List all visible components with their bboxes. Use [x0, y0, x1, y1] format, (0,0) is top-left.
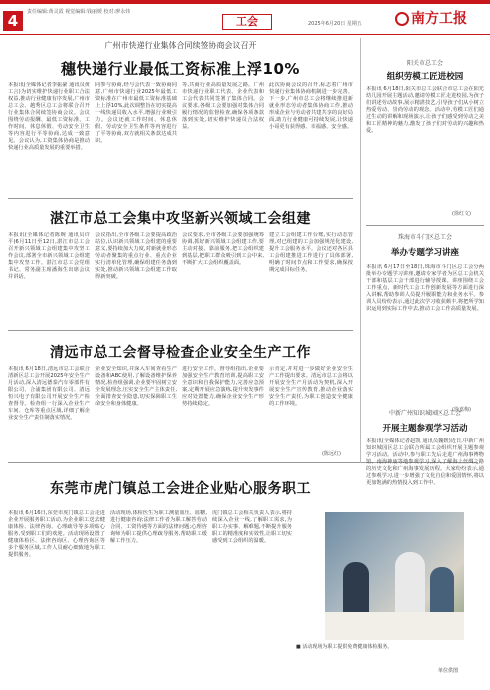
story3-column-2: 企业安全知识,并深入车间查看生产设备和ABC使用,了解设备维护保养情况,检查组强调,企业要牢固树立安全发展理念,压实安全生产主体责任,全面排查安全隐患,切实保障职工生命安全和身体健康。 [95, 366, 177, 407]
sidebar1-source: (徐红文) [452, 211, 471, 217]
lead-column-2: 同参与协商,经与会代表一致协商同意,广州市快递行业2025年最低工资标准在广州市最低工资标准基础上上浮10%,此次调整旨在切实提高一线快递员收入水平,增强行业吸引力。会议还就工作时间、休息休假、劳动安全卫生条件等内容进行了平等协商,双方就相关条款达成共识。 [95, 82, 177, 144]
top-red-bar [0, 0, 490, 4]
lead-column-4: 此次协商会议的召开,标志着广州市快递行业集体协商机制进一步完善。下一步,广州市总工会将继续推进新就业形态劳动者集体协商工作,推动形成企业与劳动者共建共享的良好局面,助力行业健康可持续发展,让快递小哥更有获得感、幸福感、安全感。 [269, 82, 353, 130]
story4-column-1: 本报讯 6月16日,东莞市虎门镇总工会走进企业开展服务职工活动,为企业职工送去健康体检、法律咨询、心理疏导等多项贴心服务,受到职工们的欢迎。活动现场设置了健康体检区、法律咨询区、心理咨询区等多个服务区域,工作人员耐心细致地为职工提供服务。 [8, 510, 105, 558]
story4-column-2: 活动现场,体检医生为职工测量血压、血糖,进行健康咨询;法律工作者为职工解答劳动合同、工资待遇等方面的法律问题;心理咨询师为职工提供心理疏导服务,帮助职工缓解工作压力。 [110, 510, 207, 544]
sidebar2-title[interactable]: 举办专题学习讲座 [390, 248, 459, 258]
sidebar-divider [360, 38, 361, 463]
story3-source: (陈远红) [322, 451, 341, 457]
masthead-divider [0, 34, 490, 35]
lead-column-1: 本报讯(全媒体记者李振豪 通讯员黄工言)为切实维护快递行业职工合法权益,推动行业健康有序发展,广州市总工会、越秀区总工会将联合召开行业集体合同续签协商会议。会议围绕劳动报酬、最低工资标准、工作时间、休息休假、劳动安全卫生等内容进行平等协商,达成一致意见。会议认为,工资集体协商是推动快递行业高质量发展的重要举措。 [8, 82, 90, 151]
logo-text: 南方工报 [411, 11, 467, 27]
sidebar1-body: 本报讯 6月18日,阳关市总工会联合市总工会在阳光幼儿园开展主题活动,邀请劳模工匠走进校园,为孩子们讲述劳动故事,展示精湛技艺,引导孩子们从小树立热爱劳动、崇尚劳动的观念。活动中,劳模工匠们通过生动的讲解和现场演示,让孩子们感受到劳动之美和工匠精神的魅力,激发了孩子们对劳动的兴趣和热爱。 [366, 86, 484, 134]
page-number: 4 [3, 11, 23, 31]
table-shape [325, 612, 464, 640]
story4-column-3: 虎门镇总工会相关负责人表示,将持续深入企业一线,了解职工需求,为职工办实事、解难题,不断提升服务职工的精准度和实效性,让职工切实感受到工会组织的温暖。 [212, 510, 292, 544]
story3-column-3: 进行安全工作。督导组指出,企业要加强安全生产教育培训,提高职工安全意识和自我保护能力,完善应急预案,定期开展应急演练,提升突发事件应对处置能力,确保企业安全生产形势持续稳定。 [182, 366, 264, 407]
sidebar1-title[interactable]: 组织劳模工匠进校园 [386, 72, 464, 82]
event-photo [325, 512, 464, 640]
divider [8, 330, 353, 331]
lead-headline[interactable]: 穗快递行业最低工资标准上浮10% [61, 60, 300, 78]
story3-headline[interactable]: 清远市总工会督导检查企业安全生产工作 [50, 345, 311, 361]
story2-column-1: 本报讯(全媒体记者陈婉 通讯员许平)6月11日至12日,湛江市总工会召开新兴领域工会组建集中攻坚工作会议,部署全市新兴领域工会组建集中攻坚工作。湛江市总工会党组书记、常务副主席潘海生出席会议并讲话。 [8, 232, 90, 280]
sidebar1-kicker: 阳关市总工会 [406, 60, 443, 67]
story2-column-4: 建立工会组建工作台账,实行动态管理,对已组建的工会加强规范化建设,提升工会服务水平。会议还对各区县工会组建推进工作进行了具体部署,明确了时间节点和工作要求,确保按期完成目标任务。 [269, 232, 353, 273]
sidebar2-source: (徐嘉梅) [452, 407, 471, 413]
photo-caption: ■ 活动现场为职工提供免费健康体检服务。 [296, 644, 393, 650]
story3-column-4: 示肯定,并对进一步做好企业安全生产工作提出要求。清远市总工会将以开展安全生产月活动为契机,深入开展安全生产宣传教育,推动企业落实安全生产责任,为职工创造安全健康的工作环境。 [269, 366, 353, 407]
sidebar3-body: 本报讯(全媒体记者赵凯 通讯员魏媛)近日,中新广州知识城园区总工会联合所属工会组织开展主题参观学习活动。活动中,参与职工先后走进广州海事博物馆、南海神庙等地参观学习,深入了解海上丝绸之路的历史文化和广州海事发展历程。大家纷纷表示,通过参观学习,进一步增强了文化自信和爱国情怀,将以更加饱满的热情投入到工作中。 [366, 438, 484, 486]
sidebar3-kicker: 中新广州知识城园区总工会 [388, 410, 461, 417]
story2-column-3: 会议要求,全市各级工会要加强统筹协调,抓好新兴领域工会组建工作,要主动对接、靠前服务,把工会组织建到基层,把职工群众吸引到工会中来,不断扩大工会组织覆盖面。 [182, 232, 264, 266]
divider [366, 225, 484, 226]
sidebar2-body: 本报讯 6月17日至18日,珠海市斗门区总工会分两批举办专题学习讲座,邀请专家学者为区总工会机关干部和基层工会干部进行辅导授课。讲座围绕工会工作重点、新时代工会工作创新发展等方面进行深入讲解,帮助参训人员提升履职能力和业务水平。参训人员纷纷表示,通过此次学习收获颇丰,将把所学知识运用到实际工作中去,推动工会工作高质量发展。 [366, 264, 484, 312]
lead-column-3: 等,共商行业高质量发展之路。广州市快递行业职工代表、企业代表和工会代表共同签署了集体合同。会议要求,各级工会要加强对集体合同履行情况的监督检查,确保各项条款落到实处,切实维护快递员合法权益。 [182, 82, 264, 130]
divider [8, 198, 353, 199]
photo-credit: 单位供图 [438, 668, 459, 674]
issue-date: 2025年6月20日 星期五 [308, 21, 362, 27]
section-tab[interactable]: 工会 [222, 14, 272, 30]
lead-kicker: 广州市快递行业集体合同续签协商会议召开 [104, 41, 257, 50]
story3-column-1: 本报讯 6月18日,清远市总工会联合清新区总工会开展2025年安全生产月活动,深入清远德泰汽车零部件有限公司、合浦集团有限公司、清远恒兴电子有限公司开展安全生产检查督导。检查组一行深入企业生产车间、仓库等重点区域,详细了解企业安全生产责任制落实情况。 [8, 366, 90, 421]
story2-headline[interactable]: 湛江市总工会集中攻坚新兴领域工会组建 [50, 211, 311, 227]
story2-column-2: 会议指出,全市各级工会要提高政治站位,认识新兴领域工会组建的重要意义,要持续加大力度,对新就业形态劳动者聚集的重点行业、重点企业实行清单化管理,确保组建任务落到实处,推动新兴领域工会组建工作取得新突破。 [95, 232, 177, 280]
sidebar2-kicker: 珠海市斗门区总工会 [397, 234, 452, 241]
newspaper-logo [395, 9, 485, 29]
editor-credits: 责任编辑:黄灵霞 视觉编辑:钱丽媛 校对:廖永炜 [27, 9, 131, 15]
sidebar3-title[interactable]: 开展主题参观学习活动 [382, 424, 468, 434]
logo-icon [395, 12, 409, 26]
story4-headline[interactable]: 东莞市虎门镇总工会进企业贴心服务职工 [50, 481, 311, 497]
